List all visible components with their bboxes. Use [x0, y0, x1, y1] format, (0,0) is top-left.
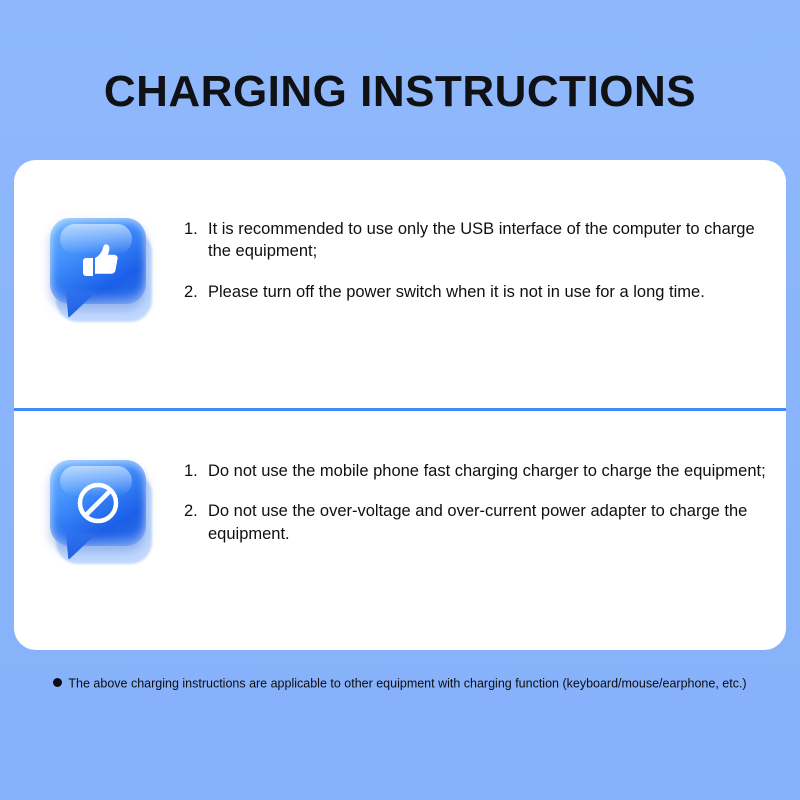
- list-item: [184, 281, 768, 303]
- recommended-list: [184, 218, 768, 303]
- list-item-number: 1.: [184, 220, 198, 238]
- icon-glyph: [50, 218, 146, 304]
- prohibited-list: [184, 460, 768, 545]
- list-item-text: It is recommended to use only the USB interface of the computer to charge the equipment;: [208, 220, 755, 261]
- instructions-card: [14, 160, 786, 650]
- page-title: CHARGING INSTRUCTIONS: [103, 67, 697, 116]
- recommended-text: [184, 218, 786, 303]
- recommended-icon-wrap: [14, 218, 184, 322]
- thumbs-up-icon: [50, 218, 154, 322]
- bullet-icon: [53, 678, 62, 687]
- recommended-panel: [14, 160, 786, 408]
- list-item: [184, 218, 768, 263]
- prohibited-panel: [14, 408, 786, 650]
- list-item-text: Do not use the mobile phone fast charging charger to charge the equipment;: [208, 462, 766, 480]
- list-item: [184, 500, 768, 545]
- list-item: [184, 460, 768, 482]
- prohibited-text: [184, 460, 786, 545]
- icon-glyph: [50, 460, 146, 546]
- list-item-number: 2.: [184, 502, 198, 521]
- prohibited-icon: [50, 460, 154, 564]
- prohibited-icon-wrap: [14, 460, 184, 564]
- footnote: [0, 676, 800, 691]
- list-item-text: Please turn off the power switch when it is not in use for a long time.: [208, 282, 705, 301]
- list-item-number: 1.: [184, 462, 198, 480]
- footnote-text: The above charging instructions are applicable to other equipment with charging function (keyboard/mouse/earphone, etc.): [68, 676, 747, 691]
- list-item-text: Do not use the over-voltage and over-current power adapter to charge the equipment.: [208, 502, 748, 543]
- list-item-number: 2.: [184, 282, 198, 301]
